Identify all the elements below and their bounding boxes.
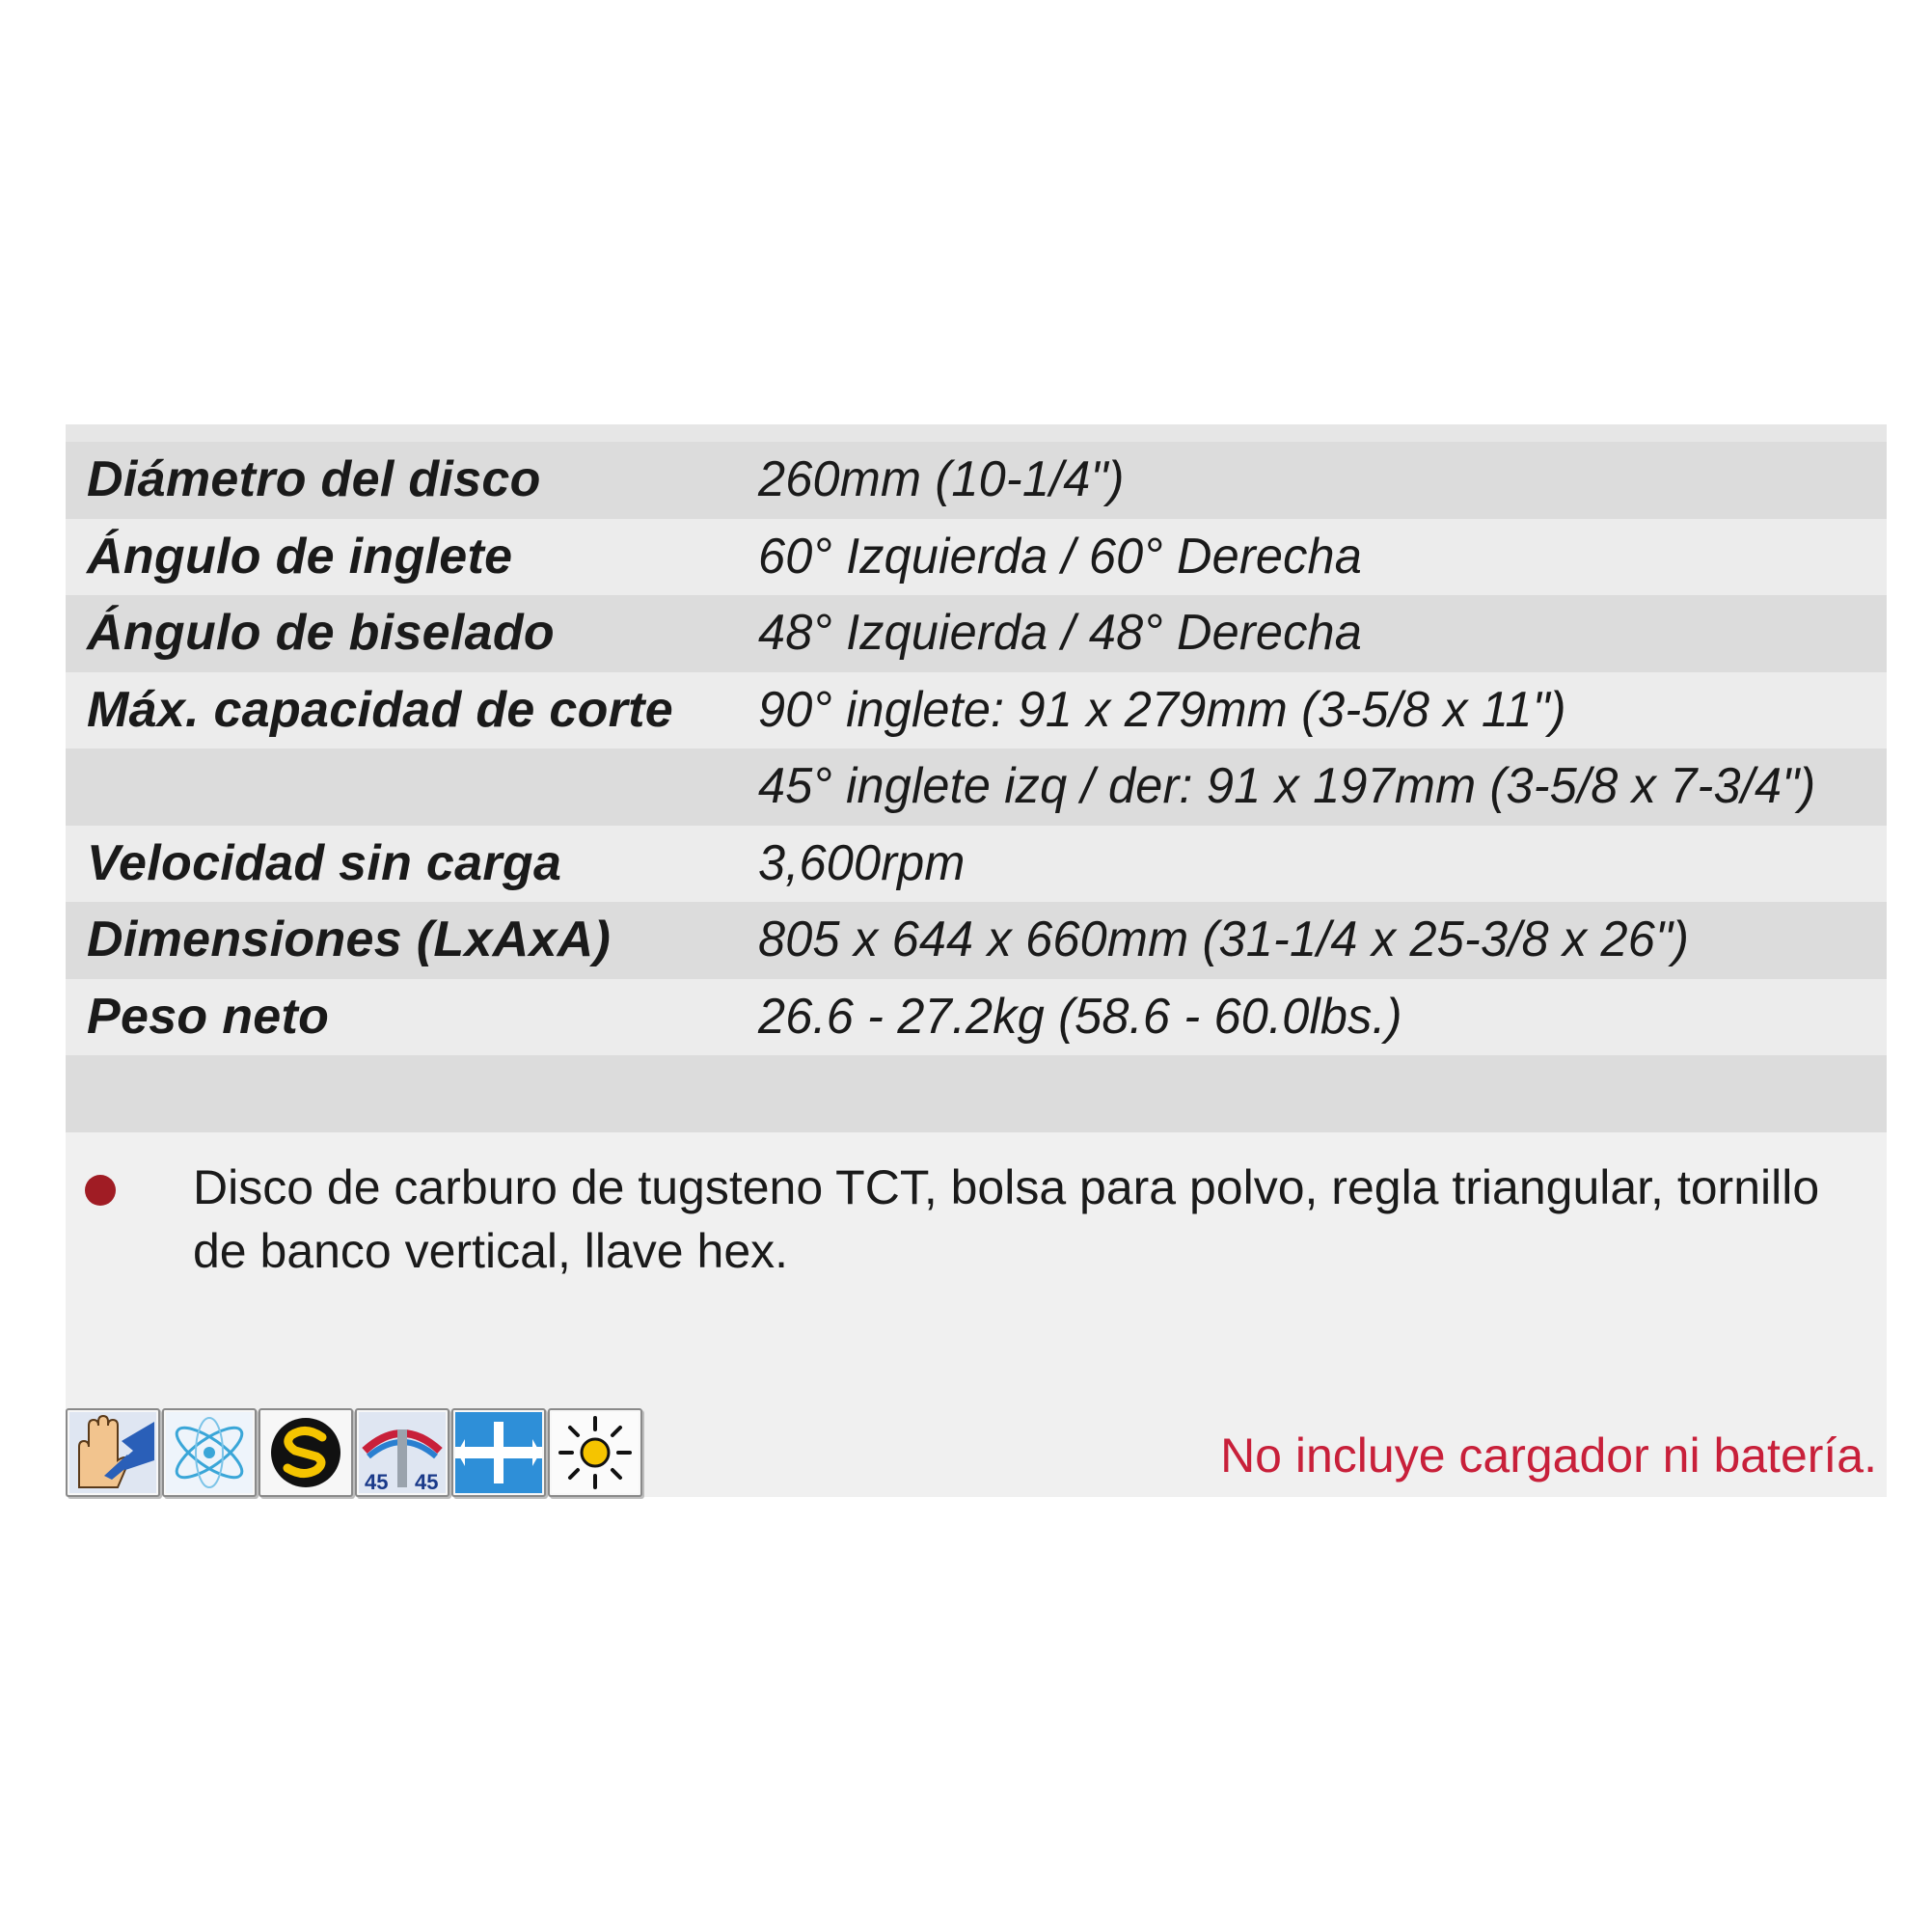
svg-text:45: 45 — [365, 1470, 389, 1493]
accessories-text: Disco de carburo de tugsteno TCT, bolsa para polvo, regla triangular, tornillo de banco vertical, llave hex. — [193, 1160, 1820, 1278]
spec-value: 26.6 - 27.2kg (58.6 - 60.0lbs.) — [758, 988, 1402, 1045]
spec-card — [66, 424, 1887, 1497]
spec-row — [66, 979, 1887, 1056]
spec-row — [66, 902, 1887, 979]
spec-row-empty — [66, 1055, 1887, 1132]
spec-table — [66, 442, 1887, 1132]
spec-value: 260mm (10-1/4") — [758, 451, 1125, 507]
spec-label: Peso neto — [87, 988, 330, 1045]
spec-value: 90° inglete: 91 x 279mm (3-5/8 x 11") — [758, 681, 1566, 738]
spec-value: 45° inglete izq / der: 91 x 197mm (3-5/8 x 7-3/4") — [758, 758, 1816, 814]
spec-row — [66, 442, 1887, 519]
card-top-band — [66, 424, 1887, 442]
disclaimer-note: No incluye cargador ni batería. — [1220, 1429, 1877, 1483]
spec-label: Máx. capacidad de corte — [87, 681, 674, 738]
feature-icons — [66, 1408, 642, 1497]
spec-value: 48° Izquierda / 48° Derecha — [758, 605, 1363, 661]
spec-row — [66, 519, 1887, 596]
light-sun-icon — [548, 1408, 642, 1497]
spec-row — [66, 595, 1887, 672]
spec-row — [66, 826, 1887, 903]
spec-value: 3,600rpm — [758, 834, 966, 891]
spec-label: Velocidad sin carga — [87, 834, 562, 891]
bevel-45-icon — [355, 1408, 449, 1497]
hand-arrow-icon — [66, 1408, 160, 1497]
svg-text:45: 45 — [415, 1470, 439, 1493]
spec-label: Diámetro del disco — [87, 451, 541, 507]
spec-label: Dimensiones (LxAxA) — [87, 912, 612, 967]
bullet-icon — [85, 1175, 116, 1206]
spec-row — [66, 672, 1887, 749]
spec-label: Ángulo de biselado — [87, 605, 555, 661]
spec-label: Ángulo de inglete — [87, 528, 513, 585]
s-logo-icon — [259, 1408, 353, 1497]
slide-arrows-icon — [451, 1408, 546, 1497]
atom-orbit-icon — [162, 1408, 257, 1497]
spec-row — [66, 748, 1887, 826]
spec-value: 805 x 644 x 660mm (31-1/4 x 25-3/8 x 26") — [758, 912, 1690, 967]
spec-value: 60° Izquierda / 60° Derecha — [758, 528, 1363, 585]
